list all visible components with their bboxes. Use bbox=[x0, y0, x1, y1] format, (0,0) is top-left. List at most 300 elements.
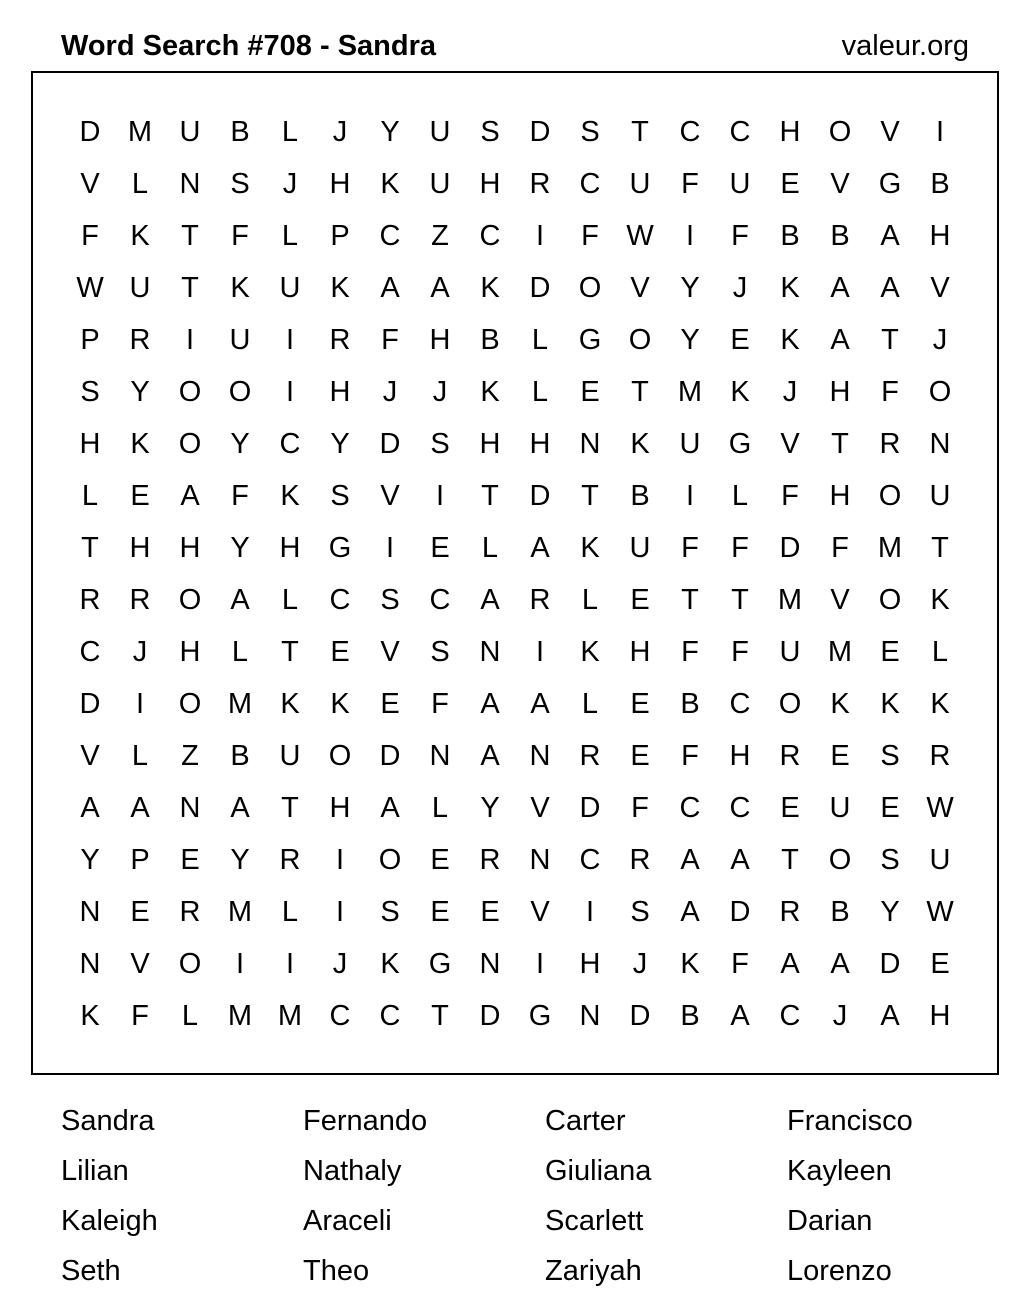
grid-cell[interactable]: B bbox=[230, 739, 250, 772]
grid-cell[interactable]: V bbox=[530, 895, 550, 928]
grid-cell[interactable]: O bbox=[378, 843, 402, 876]
grid-cell[interactable]: H bbox=[479, 167, 501, 200]
grid-cell[interactable]: A bbox=[730, 999, 750, 1032]
grid-cell[interactable]: R bbox=[779, 739, 801, 772]
grid-cell[interactable]: F bbox=[681, 531, 699, 564]
grid-cell[interactable]: R bbox=[479, 843, 501, 876]
grid-cell[interactable]: T bbox=[181, 271, 199, 304]
grid-cell[interactable]: C bbox=[429, 583, 451, 616]
grid-cell[interactable]: K bbox=[330, 687, 350, 720]
grid-cell[interactable]: D bbox=[79, 687, 101, 720]
grid-cell[interactable]: C bbox=[779, 999, 801, 1032]
grid-cell[interactable]: F bbox=[231, 219, 249, 252]
grid-cell[interactable]: T bbox=[931, 531, 949, 564]
grid-cell[interactable]: K bbox=[130, 427, 150, 460]
grid-cell[interactable]: S bbox=[230, 167, 250, 200]
grid-cell[interactable]: E bbox=[780, 167, 800, 200]
grid-cell[interactable]: Y bbox=[230, 843, 250, 876]
grid-cell[interactable]: L bbox=[131, 739, 149, 772]
grid-cell[interactable]: T bbox=[631, 375, 649, 408]
grid-cell[interactable]: I bbox=[285, 947, 295, 980]
grid-cell[interactable]: Y bbox=[380, 115, 400, 148]
grid-cell[interactable]: C bbox=[579, 167, 601, 200]
grid-cell[interactable]: D bbox=[779, 531, 801, 564]
grid-cell[interactable]: B bbox=[930, 167, 950, 200]
grid-cell[interactable]: J bbox=[832, 999, 848, 1032]
grid-cell[interactable]: F bbox=[881, 375, 899, 408]
grid-cell[interactable]: F bbox=[681, 739, 699, 772]
grid-cell[interactable]: S bbox=[380, 895, 400, 928]
grid-cell[interactable]: H bbox=[929, 999, 951, 1032]
grid-cell[interactable]: N bbox=[529, 843, 551, 876]
grid-cell[interactable]: C bbox=[729, 791, 751, 824]
grid-cell[interactable]: C bbox=[679, 791, 701, 824]
grid-cell[interactable]: A bbox=[80, 791, 100, 824]
grid-cell[interactable]: T bbox=[681, 583, 699, 616]
grid-cell[interactable]: H bbox=[279, 531, 301, 564]
grid-cell[interactable]: A bbox=[230, 583, 250, 616]
grid-cell[interactable]: Z bbox=[431, 219, 449, 252]
grid-cell[interactable]: B bbox=[830, 219, 850, 252]
grid-cell[interactable]: U bbox=[779, 635, 801, 668]
grid-cell[interactable]: T bbox=[831, 427, 849, 460]
grid-cell[interactable]: U bbox=[629, 167, 651, 200]
grid-cell[interactable]: Y bbox=[880, 895, 900, 928]
grid-cell[interactable]: U bbox=[279, 271, 301, 304]
grid-cell[interactable]: R bbox=[579, 739, 601, 772]
grid-cell[interactable]: N bbox=[579, 999, 601, 1032]
grid-cell[interactable]: V bbox=[630, 271, 650, 304]
grid-cell[interactable]: L bbox=[931, 635, 949, 668]
grid-cell[interactable]: T bbox=[481, 479, 499, 512]
grid-cell[interactable]: U bbox=[179, 115, 201, 148]
grid-cell[interactable]: S bbox=[480, 115, 500, 148]
grid-cell[interactable]: J bbox=[632, 947, 648, 980]
grid-cell[interactable]: A bbox=[480, 583, 500, 616]
grid-cell[interactable]: D bbox=[629, 999, 651, 1032]
grid-cell[interactable]: D bbox=[479, 999, 501, 1032]
grid-cell[interactable]: V bbox=[830, 583, 850, 616]
grid-cell[interactable]: P bbox=[80, 323, 100, 356]
grid-cell[interactable]: M bbox=[127, 115, 153, 148]
grid-cell[interactable]: M bbox=[777, 583, 803, 616]
grid-cell[interactable]: F bbox=[681, 167, 699, 200]
grid-cell[interactable]: F bbox=[231, 479, 249, 512]
grid-cell[interactable]: K bbox=[930, 687, 950, 720]
grid-cell[interactable]: K bbox=[330, 271, 350, 304]
grid-cell[interactable]: H bbox=[329, 791, 351, 824]
grid-cell[interactable]: L bbox=[81, 479, 99, 512]
grid-cell[interactable]: F bbox=[731, 635, 749, 668]
grid-cell[interactable]: N bbox=[429, 739, 451, 772]
grid-cell[interactable]: C bbox=[379, 219, 401, 252]
grid-cell[interactable]: B bbox=[230, 115, 250, 148]
grid-cell[interactable]: B bbox=[630, 479, 650, 512]
grid-cell[interactable]: N bbox=[929, 427, 951, 460]
grid-cell[interactable]: R bbox=[329, 323, 351, 356]
grid-cell[interactable]: D bbox=[579, 791, 601, 824]
grid-cell[interactable]: S bbox=[880, 739, 900, 772]
grid-cell[interactable]: R bbox=[929, 739, 951, 772]
grid-cell[interactable]: A bbox=[430, 271, 450, 304]
grid-cell[interactable]: O bbox=[928, 375, 952, 408]
grid-cell[interactable]: E bbox=[830, 739, 850, 772]
grid-cell[interactable]: H bbox=[829, 479, 851, 512]
grid-cell[interactable]: E bbox=[630, 687, 650, 720]
grid-cell[interactable]: A bbox=[230, 791, 250, 824]
grid-cell[interactable]: T bbox=[881, 323, 899, 356]
grid-cell[interactable]: V bbox=[130, 947, 150, 980]
grid-cell[interactable]: K bbox=[280, 479, 300, 512]
grid-cell[interactable]: V bbox=[80, 739, 100, 772]
grid-cell[interactable]: E bbox=[880, 635, 900, 668]
grid-cell[interactable]: L bbox=[731, 479, 749, 512]
grid-cell[interactable]: I bbox=[285, 375, 295, 408]
grid-cell[interactable]: O bbox=[178, 583, 202, 616]
grid-cell[interactable]: T bbox=[81, 531, 99, 564]
grid-cell[interactable]: S bbox=[630, 895, 650, 928]
grid-cell[interactable]: Y bbox=[480, 791, 500, 824]
grid-cell[interactable]: C bbox=[729, 687, 751, 720]
grid-cell[interactable]: D bbox=[379, 739, 401, 772]
grid-cell[interactable]: M bbox=[277, 999, 303, 1032]
grid-cell[interactable]: V bbox=[880, 115, 900, 148]
grid-cell[interactable]: E bbox=[130, 479, 150, 512]
grid-cell[interactable]: E bbox=[730, 323, 750, 356]
grid-cell[interactable]: E bbox=[130, 895, 150, 928]
grid-cell[interactable]: M bbox=[677, 375, 703, 408]
grid-cell[interactable]: G bbox=[328, 531, 352, 564]
grid-cell[interactable]: L bbox=[531, 323, 549, 356]
grid-cell[interactable]: U bbox=[729, 167, 751, 200]
grid-cell[interactable]: K bbox=[930, 583, 950, 616]
grid-cell[interactable]: Y bbox=[330, 427, 350, 460]
grid-cell[interactable]: I bbox=[285, 323, 295, 356]
grid-cell[interactable]: I bbox=[685, 219, 695, 252]
grid-cell[interactable]: T bbox=[581, 479, 599, 512]
grid-cell[interactable]: O bbox=[778, 687, 802, 720]
grid-cell[interactable]: B bbox=[680, 999, 700, 1032]
grid-cell[interactable]: F bbox=[731, 947, 749, 980]
grid-cell[interactable]: N bbox=[479, 635, 501, 668]
grid-cell[interactable]: R bbox=[879, 427, 901, 460]
grid-cell[interactable]: W bbox=[626, 219, 654, 252]
grid-cell[interactable]: W bbox=[76, 271, 104, 304]
grid-cell[interactable]: R bbox=[179, 895, 201, 928]
grid-cell[interactable]: E bbox=[480, 895, 500, 928]
grid-cell[interactable]: I bbox=[935, 115, 945, 148]
grid-cell[interactable]: M bbox=[227, 895, 253, 928]
grid-cell[interactable]: D bbox=[529, 271, 551, 304]
grid-cell[interactable]: O bbox=[628, 323, 652, 356]
grid-cell[interactable]: L bbox=[281, 115, 299, 148]
grid-cell[interactable]: F bbox=[831, 531, 849, 564]
grid-cell[interactable]: E bbox=[930, 947, 950, 980]
grid-cell[interactable]: W bbox=[926, 895, 954, 928]
grid-cell[interactable]: L bbox=[431, 791, 449, 824]
grid-cell[interactable]: U bbox=[679, 427, 701, 460]
grid-cell[interactable]: A bbox=[680, 895, 700, 928]
grid-cell[interactable]: O bbox=[828, 843, 852, 876]
grid-cell[interactable]: K bbox=[630, 427, 650, 460]
grid-cell[interactable]: O bbox=[178, 427, 202, 460]
grid-cell[interactable]: J bbox=[782, 375, 798, 408]
grid-cell[interactable]: I bbox=[685, 479, 695, 512]
grid-cell[interactable]: K bbox=[780, 271, 800, 304]
grid-cell[interactable]: E bbox=[430, 895, 450, 928]
grid-cell[interactable]: B bbox=[680, 687, 700, 720]
grid-cell[interactable]: E bbox=[380, 687, 400, 720]
grid-cell[interactable]: K bbox=[80, 999, 100, 1032]
grid-cell[interactable]: S bbox=[80, 375, 100, 408]
grid-cell[interactable]: G bbox=[428, 947, 452, 980]
grid-cell[interactable]: B bbox=[480, 323, 500, 356]
grid-cell[interactable]: K bbox=[680, 947, 700, 980]
grid-cell[interactable]: Y bbox=[680, 271, 700, 304]
grid-cell[interactable]: K bbox=[780, 323, 800, 356]
grid-cell[interactable]: V bbox=[80, 167, 100, 200]
grid-cell[interactable]: G bbox=[578, 323, 602, 356]
grid-cell[interactable]: L bbox=[581, 583, 599, 616]
grid-cell[interactable]: E bbox=[180, 843, 200, 876]
grid-cell[interactable]: E bbox=[430, 531, 450, 564]
grid-cell[interactable]: K bbox=[830, 687, 850, 720]
grid-cell[interactable]: K bbox=[380, 947, 400, 980]
grid-cell[interactable]: F bbox=[431, 687, 449, 720]
grid-cell[interactable]: I bbox=[135, 687, 145, 720]
grid-cell[interactable]: O bbox=[828, 115, 852, 148]
grid-cell[interactable]: I bbox=[535, 635, 545, 668]
grid-cell[interactable]: N bbox=[479, 947, 501, 980]
grid-cell[interactable]: C bbox=[329, 999, 351, 1032]
grid-cell[interactable]: L bbox=[581, 687, 599, 720]
grid-cell[interactable]: H bbox=[479, 427, 501, 460]
grid-cell[interactable]: U bbox=[129, 271, 151, 304]
grid-cell[interactable]: T bbox=[181, 219, 199, 252]
grid-cell[interactable]: C bbox=[279, 427, 301, 460]
grid-cell[interactable]: E bbox=[630, 583, 650, 616]
grid-cell[interactable]: U bbox=[429, 115, 451, 148]
grid-cell[interactable]: H bbox=[629, 635, 651, 668]
grid-cell[interactable]: F bbox=[731, 531, 749, 564]
grid-cell[interactable]: U bbox=[629, 531, 651, 564]
grid-cell[interactable]: A bbox=[130, 791, 150, 824]
grid-cell[interactable]: U bbox=[429, 167, 451, 200]
grid-cell[interactable]: M bbox=[227, 687, 253, 720]
grid-cell[interactable]: J bbox=[932, 323, 948, 356]
grid-cell[interactable]: J bbox=[282, 167, 298, 200]
grid-cell[interactable]: V bbox=[930, 271, 950, 304]
grid-cell[interactable]: O bbox=[878, 583, 902, 616]
grid-cell[interactable]: A bbox=[380, 791, 400, 824]
grid-cell[interactable]: T bbox=[431, 999, 449, 1032]
grid-cell[interactable]: H bbox=[529, 427, 551, 460]
grid-cell[interactable]: R bbox=[279, 843, 301, 876]
grid-cell[interactable]: A bbox=[780, 947, 800, 980]
grid-cell[interactable]: N bbox=[179, 791, 201, 824]
grid-cell[interactable]: H bbox=[179, 635, 201, 668]
grid-cell[interactable]: V bbox=[830, 167, 850, 200]
grid-cell[interactable]: A bbox=[480, 687, 500, 720]
grid-cell[interactable]: K bbox=[230, 271, 250, 304]
grid-cell[interactable]: J bbox=[132, 635, 148, 668]
grid-cell[interactable]: F bbox=[781, 479, 799, 512]
grid-cell[interactable]: P bbox=[330, 219, 350, 252]
grid-cell[interactable]: H bbox=[329, 375, 351, 408]
grid-cell[interactable]: C bbox=[729, 115, 751, 148]
grid-cell[interactable]: V bbox=[780, 427, 800, 460]
grid-cell[interactable]: R bbox=[529, 583, 551, 616]
grid-cell[interactable]: V bbox=[380, 635, 400, 668]
grid-cell[interactable]: I bbox=[185, 323, 195, 356]
grid-cell[interactable]: J bbox=[332, 115, 348, 148]
grid-cell[interactable]: A bbox=[530, 531, 550, 564]
grid-cell[interactable]: Y bbox=[230, 427, 250, 460]
grid-cell[interactable]: S bbox=[430, 635, 450, 668]
grid-cell[interactable]: G bbox=[878, 167, 902, 200]
grid-cell[interactable]: Y bbox=[130, 375, 150, 408]
grid-cell[interactable]: P bbox=[130, 843, 150, 876]
grid-cell[interactable]: H bbox=[129, 531, 151, 564]
grid-cell[interactable]: U bbox=[929, 843, 951, 876]
grid-cell[interactable]: O bbox=[178, 687, 202, 720]
grid-cell[interactable]: I bbox=[535, 219, 545, 252]
grid-cell[interactable]: F bbox=[131, 999, 149, 1032]
grid-cell[interactable]: T bbox=[281, 791, 299, 824]
grid-cell[interactable]: V bbox=[380, 479, 400, 512]
grid-cell[interactable]: I bbox=[235, 947, 245, 980]
grid-cell[interactable]: F bbox=[81, 219, 99, 252]
grid-cell[interactable]: I bbox=[385, 531, 395, 564]
grid-cell[interactable]: L bbox=[281, 219, 299, 252]
grid-cell[interactable]: V bbox=[530, 791, 550, 824]
grid-cell[interactable]: K bbox=[730, 375, 750, 408]
grid-cell[interactable]: A bbox=[380, 271, 400, 304]
grid-cell[interactable]: O bbox=[878, 479, 902, 512]
grid-cell[interactable]: K bbox=[480, 375, 500, 408]
grid-cell[interactable]: G bbox=[728, 427, 752, 460]
grid-cell[interactable]: H bbox=[579, 947, 601, 980]
grid-cell[interactable]: I bbox=[585, 895, 595, 928]
grid-cell[interactable]: L bbox=[481, 531, 499, 564]
grid-cell[interactable]: H bbox=[79, 427, 101, 460]
grid-cell[interactable]: E bbox=[580, 375, 600, 408]
grid-cell[interactable]: N bbox=[79, 895, 101, 928]
grid-cell[interactable]: E bbox=[330, 635, 350, 668]
grid-cell[interactable]: A bbox=[480, 739, 500, 772]
grid-cell[interactable]: K bbox=[880, 687, 900, 720]
grid-cell[interactable]: A bbox=[730, 843, 750, 876]
grid-cell[interactable]: E bbox=[780, 791, 800, 824]
grid-cell[interactable]: O bbox=[228, 375, 252, 408]
grid-cell[interactable]: M bbox=[877, 531, 903, 564]
grid-cell[interactable]: F bbox=[581, 219, 599, 252]
grid-cell[interactable]: B bbox=[780, 219, 800, 252]
grid-cell[interactable]: C bbox=[679, 115, 701, 148]
grid-cell[interactable]: A bbox=[880, 999, 900, 1032]
grid-cell[interactable]: H bbox=[929, 219, 951, 252]
grid-cell[interactable]: A bbox=[880, 219, 900, 252]
grid-cell[interactable]: J bbox=[732, 271, 748, 304]
grid-cell[interactable]: A bbox=[530, 687, 550, 720]
grid-cell[interactable]: H bbox=[729, 739, 751, 772]
grid-cell[interactable]: O bbox=[328, 739, 352, 772]
grid-cell[interactable]: S bbox=[880, 843, 900, 876]
grid-cell[interactable]: R bbox=[79, 583, 101, 616]
grid-cell[interactable]: N bbox=[529, 739, 551, 772]
grid-cell[interactable]: F bbox=[631, 791, 649, 824]
grid-cell[interactable]: D bbox=[879, 947, 901, 980]
grid-cell[interactable]: N bbox=[79, 947, 101, 980]
grid-cell[interactable]: Y bbox=[680, 323, 700, 356]
grid-cell[interactable]: A bbox=[680, 843, 700, 876]
grid-cell[interactable]: D bbox=[79, 115, 101, 148]
grid-cell[interactable]: T bbox=[781, 843, 799, 876]
grid-cell[interactable]: N bbox=[579, 427, 601, 460]
grid-cell[interactable]: D bbox=[729, 895, 751, 928]
grid-cell[interactable]: L bbox=[281, 895, 299, 928]
grid-cell[interactable]: T bbox=[731, 583, 749, 616]
grid-cell[interactable]: H bbox=[829, 375, 851, 408]
grid-cell[interactable]: R bbox=[129, 323, 151, 356]
grid-cell[interactable]: K bbox=[580, 531, 600, 564]
grid-cell[interactable]: H bbox=[179, 531, 201, 564]
grid-cell[interactable]: C bbox=[479, 219, 501, 252]
grid-cell[interactable]: O bbox=[178, 375, 202, 408]
grid-cell[interactable]: L bbox=[181, 999, 199, 1032]
grid-cell[interactable]: M bbox=[827, 635, 853, 668]
grid-cell[interactable]: T bbox=[281, 635, 299, 668]
grid-cell[interactable]: J bbox=[382, 375, 398, 408]
grid-cell[interactable]: S bbox=[580, 115, 600, 148]
grid-cell[interactable]: O bbox=[178, 947, 202, 980]
grid-cell[interactable]: C bbox=[379, 999, 401, 1032]
grid-cell[interactable]: O bbox=[578, 271, 602, 304]
grid-cell[interactable]: R bbox=[129, 583, 151, 616]
grid-cell[interactable]: K bbox=[130, 219, 150, 252]
grid-cell[interactable]: Y bbox=[230, 531, 250, 564]
grid-cell[interactable]: B bbox=[830, 895, 850, 928]
grid-cell[interactable]: H bbox=[329, 167, 351, 200]
grid-cell[interactable]: K bbox=[280, 687, 300, 720]
grid-cell[interactable]: A bbox=[180, 479, 200, 512]
grid-cell[interactable]: R bbox=[529, 167, 551, 200]
grid-cell[interactable]: R bbox=[779, 895, 801, 928]
grid-cell[interactable]: M bbox=[227, 999, 253, 1032]
grid-cell[interactable]: S bbox=[330, 479, 350, 512]
grid-cell[interactable]: K bbox=[580, 635, 600, 668]
grid-cell[interactable]: I bbox=[435, 479, 445, 512]
grid-cell[interactable]: I bbox=[535, 947, 545, 980]
grid-cell[interactable]: T bbox=[631, 115, 649, 148]
grid-cell[interactable]: F bbox=[681, 635, 699, 668]
grid-cell[interactable]: U bbox=[229, 323, 251, 356]
grid-cell[interactable]: F bbox=[731, 219, 749, 252]
grid-cell[interactable]: S bbox=[380, 583, 400, 616]
grid-cell[interactable]: W bbox=[926, 791, 954, 824]
grid-cell[interactable]: D bbox=[529, 479, 551, 512]
grid-cell[interactable]: A bbox=[830, 323, 850, 356]
grid-cell[interactable]: U bbox=[279, 739, 301, 772]
grid-cell[interactable]: S bbox=[430, 427, 450, 460]
grid-cell[interactable]: C bbox=[329, 583, 351, 616]
grid-cell[interactable]: G bbox=[528, 999, 552, 1032]
grid-cell[interactable]: C bbox=[79, 635, 101, 668]
grid-cell[interactable]: E bbox=[630, 739, 650, 772]
grid-cell[interactable]: D bbox=[529, 115, 551, 148]
grid-cell[interactable]: J bbox=[432, 375, 448, 408]
grid-cell[interactable]: D bbox=[379, 427, 401, 460]
